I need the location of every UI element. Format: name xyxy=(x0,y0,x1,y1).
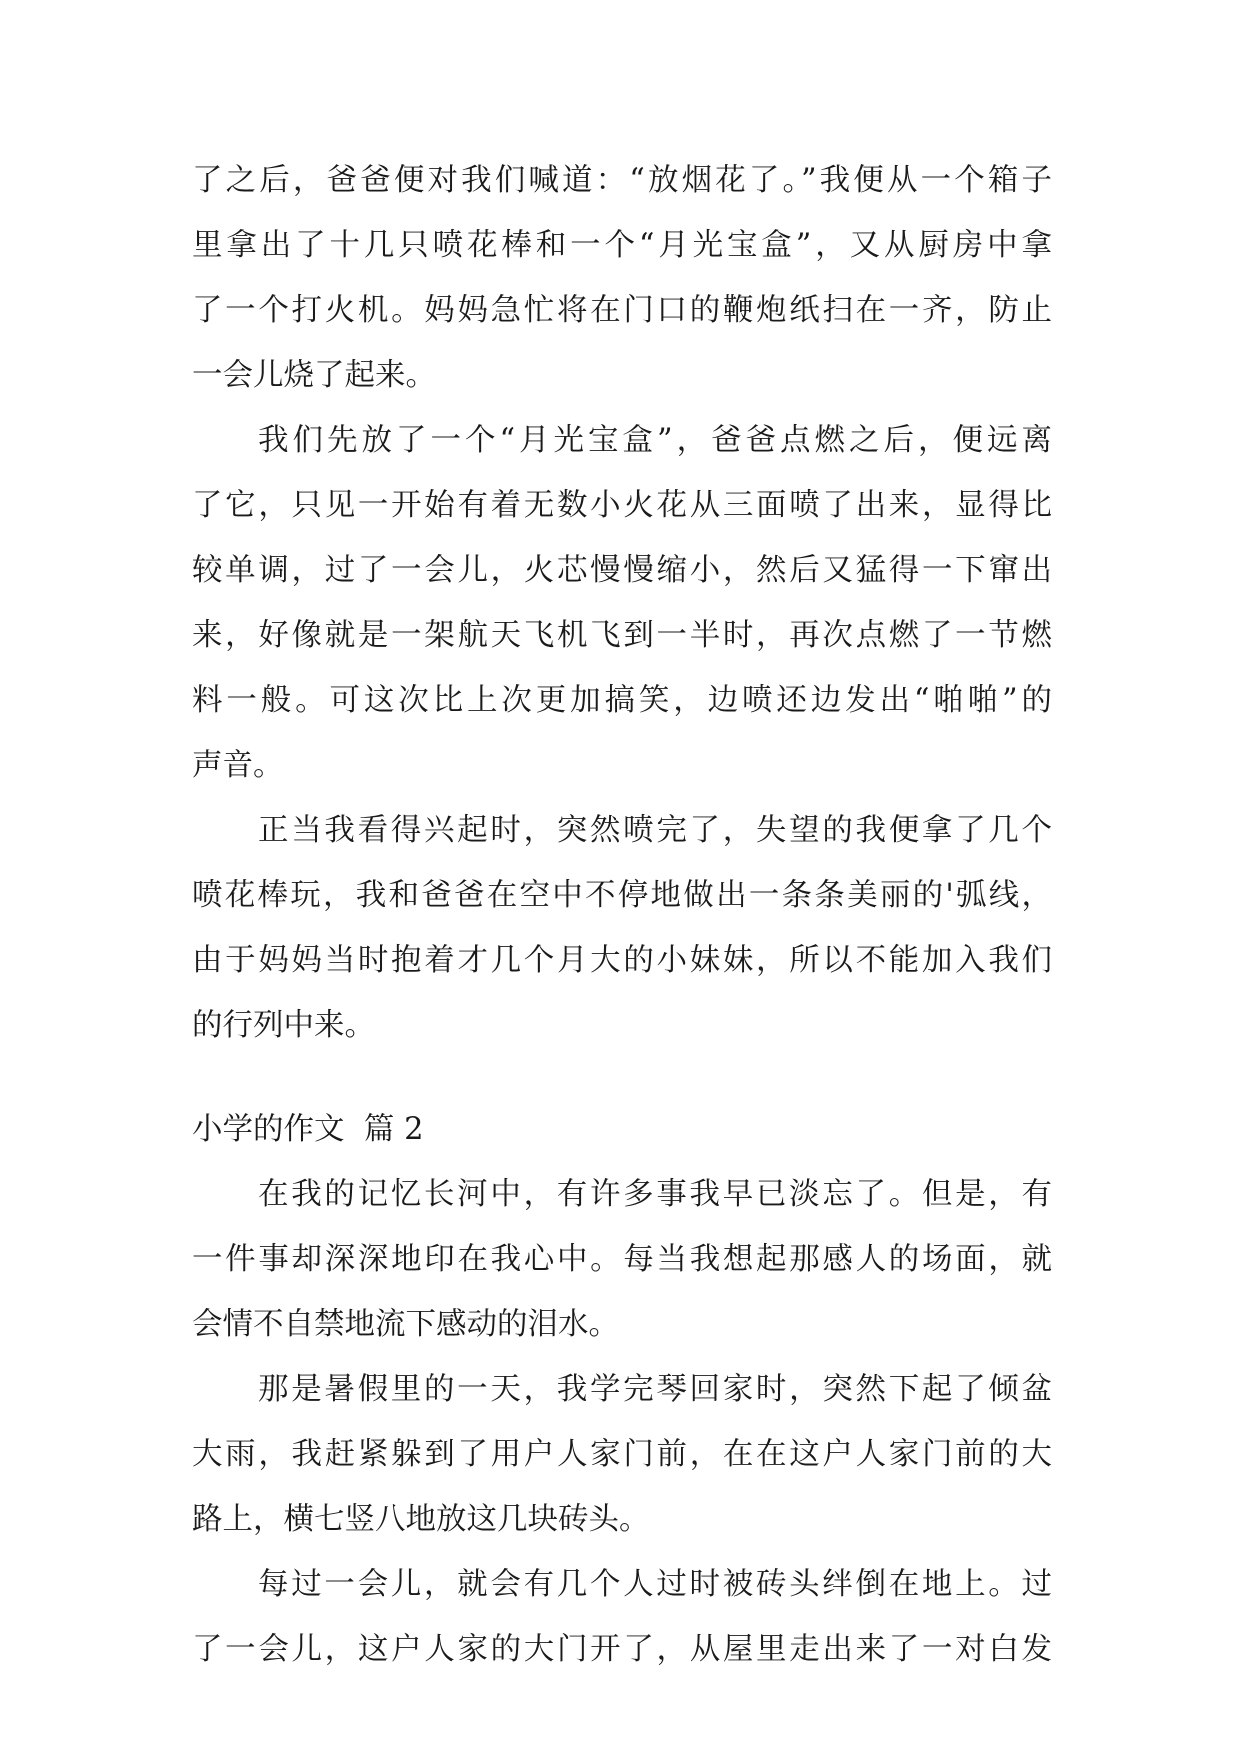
paragraph-2-line-1: 我们先放了一个“月光宝盒”，爸爸点燃之后，便远离 xyxy=(258,423,1052,458)
section-paragraph-2-line-2: 大雨，我赶紧躲到了用户人家门前，在在这户人家门前的大 xyxy=(192,1437,1052,1472)
paragraph-1-line-3: 了一个打火机。妈妈急忙将在门口的鞭炮纸扫在一齐，防止 xyxy=(192,293,1052,328)
paragraph-2-line-4: 来，好像就是一架航天飞机飞到一半时，再次点燃了一节燃 xyxy=(192,618,1052,653)
paragraph-2-line-5: 料一般。可这次比上次更加搞笑，边喷还边发出“啪啪”的 xyxy=(192,683,1052,718)
paragraph-2-line-2: 了它，只见一开始有着无数小火花从三面喷了出来，显得比 xyxy=(192,488,1052,523)
paragraph-1-line-2: 里拿出了十几只喷花棒和一个“月光宝盒”，又从厨房中拿 xyxy=(192,228,1052,263)
paragraph-2-line-6: 声音。 xyxy=(192,748,284,783)
paragraph-3-line-2: 喷花棒玩，我和爸爸在空中不停地做出一条条美丽的'弧线， xyxy=(192,878,1052,913)
section-paragraph-2-line-1: 那是暑假里的一天，我学完琴回家时，突然下起了倾盆 xyxy=(258,1372,1052,1407)
paragraph-3-line-1: 正当我看得兴起时，突然喷完了，失望的我便拿了几个 xyxy=(258,813,1052,848)
section-heading: 小学的作文 篇 2 xyxy=(192,1112,424,1147)
section-paragraph-1-line-1: 在我的记忆长河中，有许多事我早已淡忘了。但是，有 xyxy=(258,1177,1052,1212)
paragraph-2-line-3: 较单调，过了一会儿，火芯慢慢缩小，然后又猛得一下窜出 xyxy=(192,553,1052,588)
section-paragraph-1-line-2: 一件事却深深地印在我心中。每当我想起那感人的场面，就 xyxy=(192,1242,1052,1277)
paragraph-1-line-1: 了之后，爸爸便对我们喊道：“放烟花了。”我便从一个箱子 xyxy=(192,163,1052,198)
paragraph-1-line-4: 一会儿烧了起来。 xyxy=(192,358,436,393)
section-paragraph-2-line-3: 路上，横七竖八地放这几块砖头。 xyxy=(192,1502,650,1537)
section-paragraph-3-line-1: 每过一会儿，就会有几个人过时被砖头绊倒在地上。过 xyxy=(258,1567,1052,1602)
paragraph-3-line-4: 的行列中来。 xyxy=(192,1008,375,1043)
section-paragraph-3-line-2: 了一会儿，这户人家的大门开了，从屋里走出来了一对白发 xyxy=(192,1632,1052,1667)
paragraph-3-line-3: 由于妈妈当时抱着才几个月大的小妹妹，所以不能加入我们 xyxy=(192,943,1052,978)
section-paragraph-1-line-3: 会情不自禁地流下感动的泪水。 xyxy=(192,1307,619,1342)
